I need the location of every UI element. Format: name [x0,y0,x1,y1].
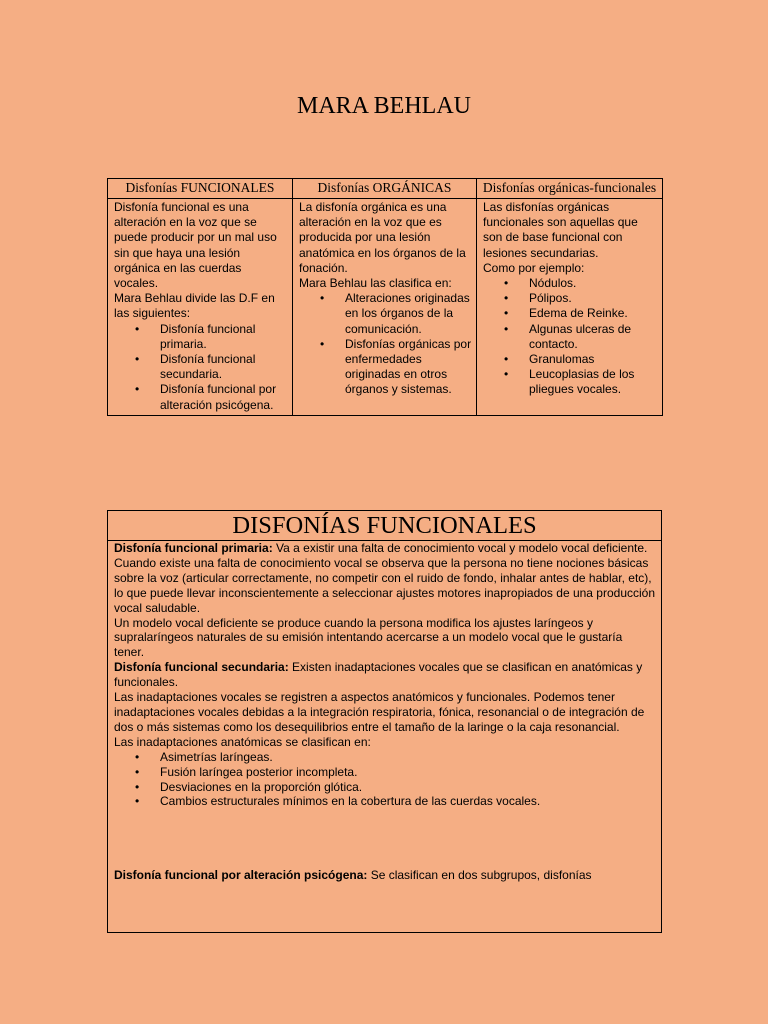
cell-intro2: Mara Behlau divide las D.F en las siguientes: [114,291,275,321]
header-organicas: Disfonías ORGÁNICAS [293,179,477,199]
spacer [114,809,655,868]
cell-intro2: Mara Behlau las clasifica en: [299,276,452,291]
header-funcionales: Disfonías FUNCIONALES [108,179,293,199]
list-item: • Granulomas [529,352,658,367]
list-item: • Pólipos. [529,291,658,306]
paragraph: Las inadaptaciones anatómicas se clasifican en: [114,734,371,749]
cell-organicas-funcionales [477,199,663,416]
bullet-list [483,276,658,398]
list-item: • Nódulos. [529,276,658,291]
comparison-table [107,178,663,416]
document-title: MARA BEHLAU [296,93,471,119]
term-psicogena: Disfonía funcional por alteración psicógena: [114,868,368,883]
bullet-list [299,291,472,397]
list-item: • Fusión laríngea posterior incompleta. [160,765,655,780]
cell-organicas [293,199,477,416]
header-organicas-funcionales: Disfonías orgánicas-funcionales [477,179,663,199]
cell-funcionales [108,199,293,416]
text-psicogena: Se clasifican en dos subgrupos, disfonías [367,868,592,883]
paragraph-primaria [114,541,655,556]
bullet-list [114,322,288,413]
list-item: • Disfonía funcional secundaria. [160,352,288,382]
list-item: • Algunas ulceras de contacto. [529,322,658,352]
table-header-row [108,179,663,199]
section-body [108,541,661,883]
paragraph-psicogena [114,868,655,883]
list-item: • Desviaciones en la proporción glótica. [160,780,655,795]
paragraph: Cuando existe una falta de conocimiento vocal se observa que la persona no tiene nociones básicas sobre la voz (articular correctamente, no competir con el ruido de fondo, inhalar antes de hablar, etc), lo que puede llevar inconscientemente a seleccionar ajustes motores inapropiados de una producción vocal saludable. [114,555,656,615]
cell-intro2: Como por ejemplo: [483,260,585,275]
table-row [108,199,663,416]
term-primaria: Disfonía funcional primaria: [114,541,273,555]
cell-intro: Las disfonías orgánicas funcionales son aquellas que son de base funcional con lesiones secundarias. [483,200,638,260]
list-item: • Cambios estructurales mínimos en la cobertura de las cuerdas vocales. [160,794,655,809]
list-item: • Asimetrías laríngeas. [160,750,655,765]
text-primaria: Va a existir una falta de conocimiento vocal y modelo vocal deficiente. [272,541,648,555]
cell-intro: Disfonía funcional es una alteración en la voz que se puede producir por un mal uso sin que haya una lesión orgánica en las cuerdas vocales. [114,200,277,291]
paragraph: funcionales. [114,675,179,690]
list-item: • Edema de Reinke. [529,306,658,321]
paragraph-secundaria [114,660,655,675]
bullet-list [114,750,655,810]
list-item: • Disfonía funcional primaria. [160,322,288,352]
term-secundaria: Disfonía funcional secundaria: [114,660,289,675]
list-item: • Disfonías orgánicas por enfermedades originadas en otros órganos y sistemas. [345,337,472,398]
section-title: DISFONÍAS FUNCIONALES [108,511,661,541]
list-item: • Leucoplasias de los pliegues vocales. [529,367,658,397]
funcionales-section [107,510,662,933]
list-item: • Alteraciones originadas en los órganos de la comunicación. [345,291,472,337]
paragraph: Un modelo vocal deficiente se produce cuando la persona modifica los ajustes laríngeos y supralaríngeos naturales de su emisión intentando acercarse a un modelo vocal que le gustaría tener. [114,615,623,660]
paragraph: Las inadaptaciones vocales se registren a aspectos anatómicos y funcionales. Podemos tener inadaptaciones vocales debidas a la integración respiratoria, fónica, resonancial o de integración de dos o más sistemas como los desequilibrios entre el tamaño de la laringe o la caja resonancial. [114,690,645,734]
list-item: • Disfonía funcional por alteración psicógena. [160,382,288,412]
cell-intro: La disfonía orgánica es una alteración en la voz que es producida por una lesión anatómica en los órganos de la fonación. [299,200,466,275]
text-secundaria: Existen inadaptaciones vocales que se clasifican en anatómicas y [288,660,643,675]
